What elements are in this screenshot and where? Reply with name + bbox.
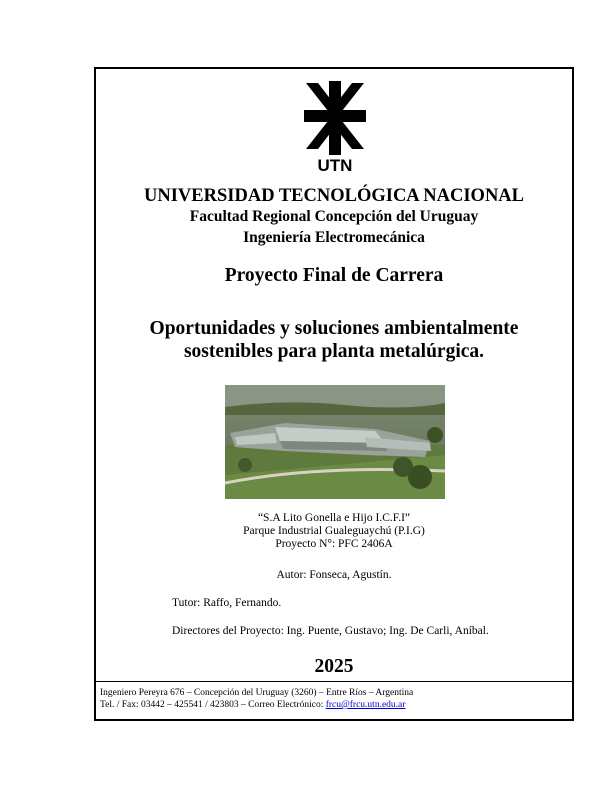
department-name: Ingeniería Electromecánica [243,229,425,246]
project-title-line2: sostenibles para planta metalúrgica. [183,341,485,362]
project-number: Proyecto N°: PFC 2406A [275,538,393,550]
logo-text: UTN [317,156,353,173]
university-name: UNIVERSIDAD TECNOLÓGICA NACIONAL [144,186,524,206]
footer-contact-text: Tel. / Fax: 03442 – 425541 / 423803 – Correo Electrónico: [100,700,326,710]
footer-divider [96,681,572,682]
project-title-line1: Oportunidades y soluciones ambientalmente [149,318,519,339]
email-link[interactable]: frcu@frcu.utn.edu.ar [325,700,406,710]
footer-address: Ingeniero Pereyra 676 – Concepción del Uruguay (3260) – Entre Ríos – Argentina [100,688,414,698]
footer [100,687,413,711]
tutor: Tutor: Raffo, Fernando. [172,597,282,609]
footer-contact [100,699,413,711]
utn-logo-icon [304,81,366,173]
project-title [96,317,572,363]
project-type: Proyecto Final de Carrera [224,265,444,286]
cover-frame [94,67,574,721]
company-name: “S.A Lito Gonella e Hijo I.C.F.I” [257,512,411,524]
year: 2025 [314,656,354,677]
company-info [96,512,572,551]
directors: Directores del Proyecto: Ing. Puente, Gustavo; Ing. De Carli, Aníbal. [172,625,489,637]
faculty-name: Facultad Regional Concepción del Uruguay [189,208,479,225]
industrial-park: Parque Industrial Gualeguaychú (P.I.G) [243,525,425,537]
author: Autor: Fonseca, Agustín. [276,569,392,581]
plant-aerial-photo [225,385,445,499]
